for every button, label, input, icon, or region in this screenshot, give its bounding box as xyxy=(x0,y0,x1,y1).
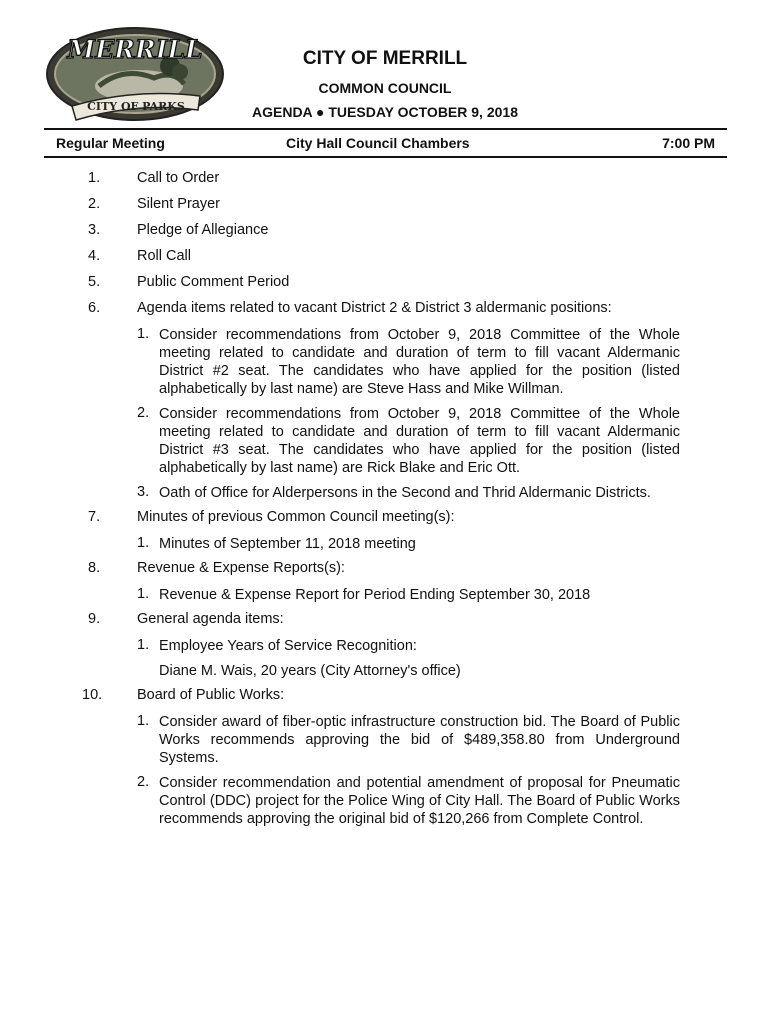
subitem-number: 3. xyxy=(137,484,150,500)
agenda-item-text: Roll Call xyxy=(137,248,191,264)
meeting-info-bar xyxy=(44,128,727,158)
subitem-number: 2. xyxy=(137,774,150,790)
subitem-number: 1. xyxy=(137,713,150,729)
agenda-item xyxy=(0,300,770,502)
subitem-number: 1. xyxy=(137,326,150,342)
subitem-text: Diane M. Wais, 20 years (City Attorney's office) xyxy=(159,663,461,679)
subitem-number: 1. xyxy=(137,637,150,653)
agenda-item xyxy=(0,274,770,293)
agenda-date-title: AGENDA ● TUESDAY OCTOBER 9, 2018 xyxy=(252,104,518,120)
agenda-item-number: 8. xyxy=(88,560,101,576)
agenda-item-number: 9. xyxy=(88,611,101,627)
agenda-subitem xyxy=(0,405,770,477)
agenda-item-text: Minutes of previous Common Council meeting(s): xyxy=(137,509,455,525)
subitem-number: 2. xyxy=(137,405,150,421)
meeting-time: 7:00 PM xyxy=(662,135,715,151)
city-logo xyxy=(44,26,226,122)
agenda-item-number: 4. xyxy=(88,248,101,264)
agenda-item-number: 7. xyxy=(88,509,101,525)
agenda-item xyxy=(0,509,770,553)
subitem-text: Revenue & Expense Report for Period Ending September 30, 2018 xyxy=(159,587,591,603)
agenda-subitem xyxy=(0,713,770,767)
agenda-item-number: 6. xyxy=(88,300,101,316)
agenda-item xyxy=(0,611,770,680)
logo-banner-text: CITY OF PARKS xyxy=(87,100,185,113)
city-title: CITY OF MERRILL xyxy=(302,48,468,69)
agenda-item-number: 2. xyxy=(88,196,101,212)
agenda-item xyxy=(0,222,770,241)
subitem-number: 1. xyxy=(137,535,150,551)
agenda-subitem xyxy=(0,586,770,604)
agenda-item xyxy=(0,196,770,215)
agenda-item-number: 1. xyxy=(88,170,101,186)
agenda-item-text: Silent Prayer xyxy=(137,196,221,212)
subitem-text: Consider award of fiber-optic infrastructure construction bid. The Board of Public Works recommends approving the bid of $489,358.80 from Underground Systems. xyxy=(159,714,680,766)
agenda-item-text: Pledge of Allegiance xyxy=(137,222,269,238)
agenda-subitem xyxy=(0,662,770,680)
meeting-location: City Hall Council Chambers xyxy=(286,135,470,151)
subitem-number: 1. xyxy=(137,586,150,602)
logo-name-text: MERRILL xyxy=(67,35,203,64)
agenda-item-text: Board of Public Works: xyxy=(137,687,285,703)
subitem-text: Minutes of September 11, 2018 meeting xyxy=(159,536,416,552)
subitem-text: Consider recommendations from October 9, 2018 Committee of the Whole meeting related to candidate and duration of term to fill vacant Aldermanic District #3 seat. The candidates who have applied for the position (listed alphabetically by last name) are Rick Blake and Eric Ott. xyxy=(159,406,680,476)
subitem-text: Consider recommendations from October 9, 2018 Committee of the Whole meeting related to candidate and duration of term to fill vacant Aldermanic District #2 seat. The candidates who have applied for the position (listed alphabetically by last name) are Steve Hass and Mike Willman. xyxy=(159,327,680,397)
agenda-item-text: Revenue & Expense Reports(s): xyxy=(137,560,345,576)
agenda-item-text: Call to Order xyxy=(137,170,220,186)
agenda-item-text: Agenda items related to vacant District 2 & District 3 aldermanic positions: xyxy=(137,300,612,316)
agenda-item xyxy=(0,560,770,604)
agenda-item-number: 10. xyxy=(82,687,103,703)
agenda-list xyxy=(0,170,770,835)
meeting-type: Regular Meeting xyxy=(56,135,165,151)
agenda-item xyxy=(0,687,770,828)
agenda-subitem xyxy=(0,535,770,553)
agenda-item xyxy=(0,170,770,189)
agenda-subitem xyxy=(0,484,770,502)
agenda-subitem xyxy=(0,637,770,655)
council-title: COMMON COUNCIL xyxy=(318,80,452,96)
agenda-item-text: General agenda items: xyxy=(137,611,284,627)
agenda-item-text: Public Comment Period xyxy=(137,274,290,290)
agenda-subitem xyxy=(0,326,770,398)
agenda-subitem xyxy=(0,774,770,828)
subitem-text: Employee Years of Service Recognition: xyxy=(159,638,417,654)
subitem-text: Consider recommendation and potential amendment of proposal for Pneumatic Control (DDC) project for the Police Wing of City Hall. The Board of Public Works recommends approving the original bid of $120,266 from Complete Control. xyxy=(159,775,680,827)
agenda-item xyxy=(0,248,770,267)
agenda-item-number: 3. xyxy=(88,222,101,238)
subitem-text: Oath of Office for Alderpersons in the Second and Thrid Aldermanic Districts. xyxy=(159,485,651,501)
agenda-item-number: 5. xyxy=(88,274,101,290)
